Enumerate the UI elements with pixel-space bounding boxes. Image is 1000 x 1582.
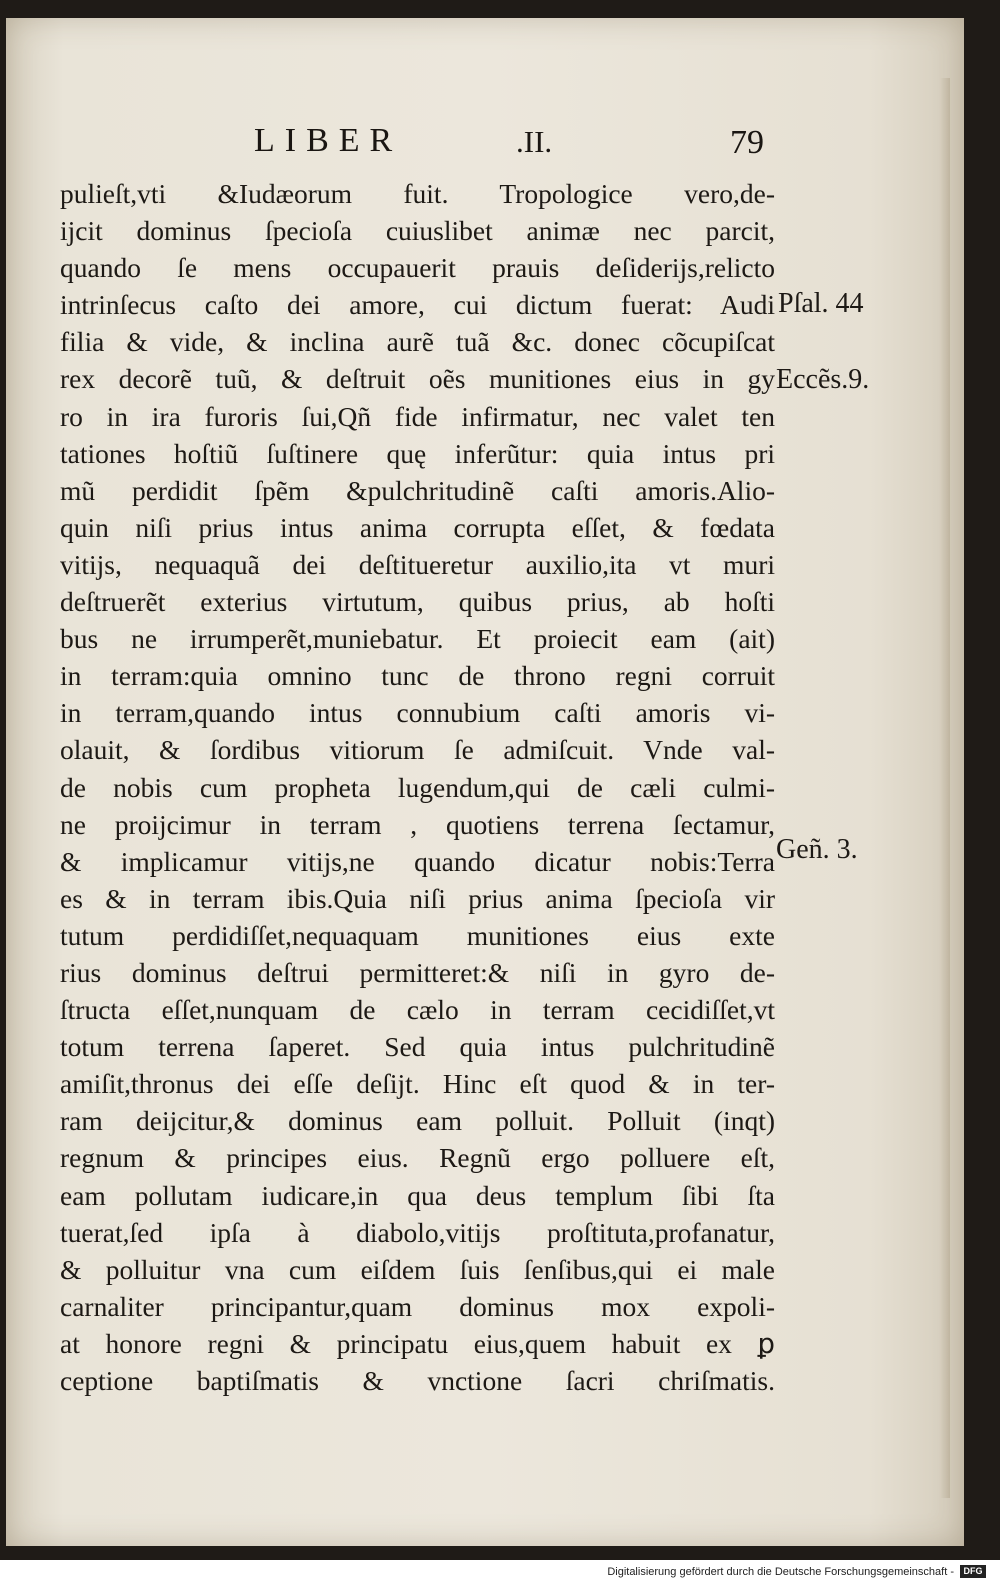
body-text (60, 175, 775, 1399)
text-line: quando ſe mens occupauerit prauis deſiderijs,relicto (60, 252, 775, 284)
text-line: ro in ira furoris ſui,Qñ fide infirmatur, nec valet ten (60, 400, 775, 432)
text-line: & polluitur vna cum eiſdem ſuis ſenſibus,qui ei male (60, 1253, 775, 1285)
dfg-logo: DFG (960, 1565, 986, 1578)
text-line: tuerat,ſed ipſa à diabolo,vitijs proſtituta,profanatur, (60, 1216, 775, 1248)
text-line: filia & vide, & inclina aurẽ tuã &c. donec cõcupiſcat (60, 326, 775, 358)
text-line: vitijs, nequaquã dei deſtitueretur auxilio,ita vt muri (60, 548, 775, 580)
text-line: mũ perdidit ſpẽm &pulchritudinẽ caſti amoris.Alio- (60, 474, 775, 506)
text-line: ram deijcitur,& dominus eam polluit. Polluit (inqt) (60, 1105, 775, 1137)
margin-note-genesis: Geñ. 3. (776, 834, 858, 865)
text-line: tationes hoſtiũ ſuſtinere quę inferũtur: quia intus pri (60, 437, 775, 469)
text-line: tutum perdidiſſet,nequaquam munitiones eius exte (60, 919, 775, 951)
text-line: ceptione baptiſmatis & vnctione ſacri chriſmatis. (60, 1365, 775, 1396)
text-line: eam pollutam iudicare,in qua deus templum ſibi ſta (60, 1179, 775, 1211)
text-line: ſtructa eſſet,nunquam de cælo in terram cecidiſſet,vt (60, 994, 775, 1026)
text-line: totum terrena ſaperet. Sed quia intus pulchritudinẽ (60, 1031, 775, 1063)
text-line: amiſit,thronus dei eſſe deſijt. Hinc eſt quod & in ter- (60, 1068, 775, 1100)
text-line: rius dominus deſtrui permitteret:& niſi in gyro de- (60, 956, 775, 988)
text-line: de nobis cum propheta lugendum,qui de cæli culmi- (60, 771, 775, 803)
text-line: rex decorẽ tuũ, & deſtruit oẽs munitiones eius in gy (60, 363, 775, 395)
folio-number: 79 (730, 124, 764, 161)
text-line: regnum & principes eius. Regnũ ergo polluere eſt, (60, 1142, 775, 1174)
page-edge-shadow (940, 78, 950, 1498)
running-title: LIBER (254, 122, 403, 159)
book-number: .II. (516, 124, 553, 159)
text-line: quin niſi prius intus anima corrupta eſſet, & fœdata (60, 511, 775, 543)
funding-credit: Digitalisierung gefördert durch die Deutsche Forschungsgemeinschaft - (607, 1566, 954, 1578)
margin-note-ecclesiastes: Eccẽs.9. (776, 364, 870, 395)
text-line: es & in terram ibis.Quia niſi prius anima ſpecioſa vir (60, 882, 775, 914)
margin-note-psalm: Pſal. 44 (778, 288, 864, 319)
text-line: deſtruerẽt exterius virtutum, quibus prius, ab hoſti (60, 586, 775, 618)
text-line: in terram:quia omnino tunc de throno regni corruit (60, 660, 775, 692)
text-line: bus ne irrumperẽt,muniebatur. Et proiecit eam (ait) (60, 623, 775, 655)
text-line: carnaliter principantur,quam dominus mox expoli- (60, 1290, 775, 1322)
text-line: pulieſt,vti &Iudæorum fuit. Tropologice vero,de- (60, 178, 775, 209)
text-line: ijcit dominus ſpecioſa cuiuslibet animæ nec parcit, (60, 215, 775, 247)
footer-bar (0, 1560, 1000, 1582)
text-line: olauit, & ſordibus vitiorum ſe admiſcuit. Vnde val- (60, 734, 775, 766)
running-header (68, 122, 768, 172)
text-line: at honore regni & principatu eius,quem habuit ex ꝑ (60, 1327, 775, 1359)
text-line: & implicamur vitijs,ne quando dicatur nobis:Terra (60, 845, 775, 877)
text-line: in terram,quando intus connubium caſti amoris vi- (60, 697, 775, 729)
text-line: intrinſecus caſto dei amore, cui dictum fuerat: Audi (60, 289, 775, 321)
text-line: ne proijcimur in terram , quotiens terrena ſectamur, (60, 808, 775, 840)
